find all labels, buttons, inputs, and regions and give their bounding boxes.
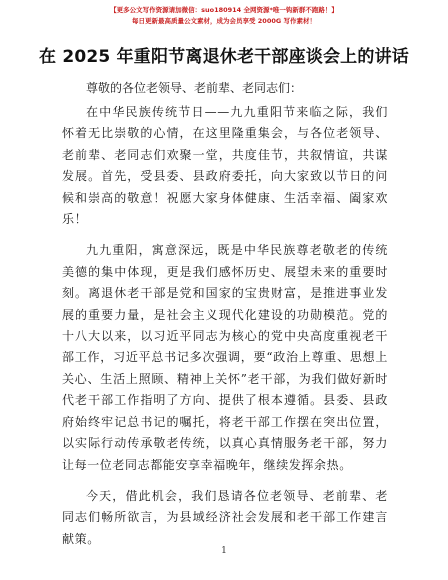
promo-banner xyxy=(0,5,448,27)
paragraph-2: 九九重阳，寓意深远，既是中华民族尊老敬老的传统美德的集中体现，更是我们感怀历史、展望未来的重要时刻。离退休老干部是党和国家的宝贵财富，是推进事业发展的重要力量，是社会主义现代化建设的功勋模范。党的十八大以来，以习近平同志为核心的党中央高度重视老干部工作，习近平总书记多次强调，要“政治上尊重、思想上关心、生活上照顾、精神上关怀”老干部，为我们做好新时代老干部工作指明了方向、提供了根本遵循。县委、县政府始终牢记总书记的嘱托，将老干部工作摆在突出位置，以实际行动传承敬老传统，以真心真情服务老干部，努力让每一位老同志都能安享幸福晚年，继续发挥余热。 xyxy=(62,243,388,472)
promo-line-1: 【更多公文写作资源请加微信：suo180914 全网资源*唯一钩新群不跑路！】 xyxy=(110,6,338,14)
promo-line-2: 每日更新最高质量公文素材，成为会员享受 2000G 写作素材！ xyxy=(132,17,316,25)
salutation: 尊敬的各位老领导、老前辈、老同志们： xyxy=(86,81,303,95)
document-body xyxy=(62,78,388,550)
document-title: 在 2025 年重阳节离退休老干部座谈会上的讲话 xyxy=(39,47,409,67)
page-number: 1 xyxy=(221,546,227,556)
paragraph-3: 今天，借此机会，我们恳请各位老领导、老前辈、老同志们畅所欲言，为县域经济社会发展和老干部工作建言献策。 xyxy=(62,488,388,546)
paragraph-1: 在中华民族传统节日——九九重阳节来临之际，我们怀着无比崇敬的心情，在这里隆重集会，与各位老领导、老前辈、老同志们欢聚一堂，共度佳节，共叙情谊，共谋发展。首先，受县委、县政府委托，向大家致以节日的问候和崇高的敬意！祝愿大家身体健康、生活幸福、阖家欢乐！ xyxy=(62,105,388,227)
